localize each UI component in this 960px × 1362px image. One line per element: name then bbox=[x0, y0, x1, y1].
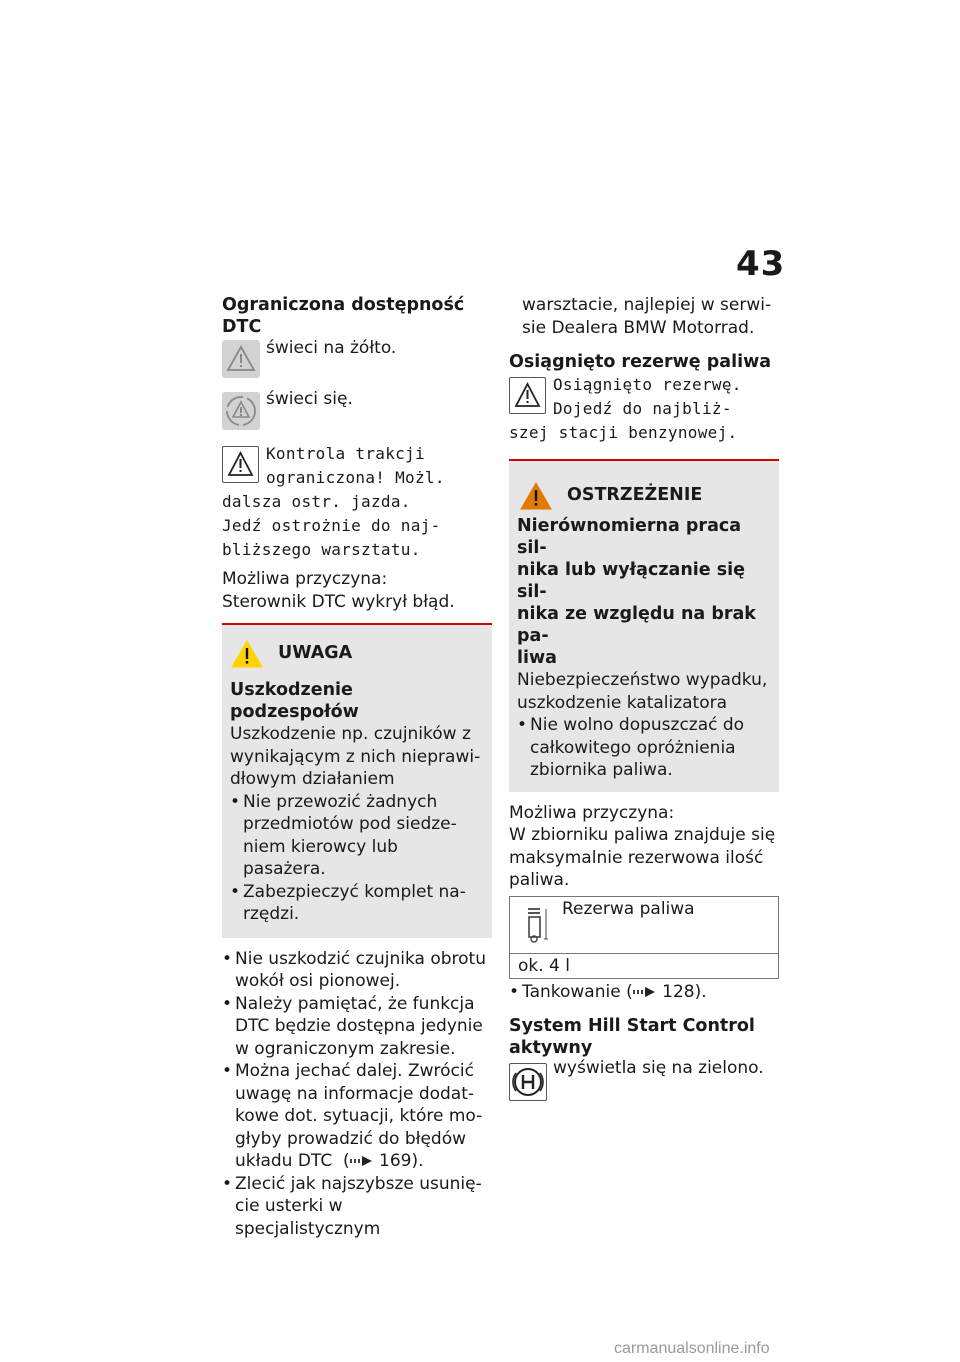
continued-l1: warsztacie, najlepiej w serwi- bbox=[522, 295, 772, 315]
bullet-continue-l3: kowe dot. sytuacji, które mo- bbox=[235, 1106, 483, 1126]
dtc-warning-icon bbox=[222, 392, 260, 430]
footer-watermark: carmanualsonline.info bbox=[614, 1340, 770, 1357]
notice-header bbox=[230, 639, 482, 673]
section-title-reserve: Osiągnięto rezerwę paliwa bbox=[509, 352, 772, 372]
bullet-continue-l1: • Można jechać dalej. Zwrócić bbox=[235, 1061, 474, 1081]
page-ref-arrow-icon bbox=[633, 987, 657, 997]
bullet-repair-l2: cie usterki w specjalistycznym bbox=[235, 1196, 381, 1239]
left-column bbox=[222, 294, 492, 1240]
dtc-msg-line2: ograniczona! Możl. bbox=[266, 468, 445, 487]
notice-text-l1: Uszkodzenie np. czujników z bbox=[230, 724, 471, 744]
dtc-yellow-text: świeci na żółto. bbox=[266, 338, 397, 358]
dtc-msg-line1: Kontrola trakcji bbox=[266, 444, 425, 463]
dtc-msg-line3: dalsza ostr. jazda. bbox=[222, 492, 411, 511]
fuel-reserve-value: ok. 4 l bbox=[510, 953, 779, 978]
reserve-cause-l3: paliwa. bbox=[509, 870, 570, 890]
bullet-continue-l5 bbox=[235, 1150, 492, 1173]
dtc-message-row bbox=[222, 442, 492, 562]
bullet-continue-l2: uwagę na informacje dodat- bbox=[235, 1083, 475, 1104]
bullet-dtc-l2: DTC będzie dostępna jedynie bbox=[235, 1016, 483, 1036]
reserve-msg-l2: Dojedź do najbliż- bbox=[553, 399, 732, 418]
warning-text-l2: uszkodzenie katalizatora bbox=[517, 692, 728, 713]
page-number: 43 bbox=[736, 244, 786, 284]
notice-text-l3: dłowym działaniem bbox=[230, 769, 395, 789]
page-ref-128[interactable]: 128). bbox=[656, 981, 707, 1002]
bullet-dtc-l1: • Należy pamiętać, że funkcja bbox=[235, 993, 475, 1014]
bullet-dtc-limited bbox=[222, 993, 492, 1061]
warning-text-l1: Niebezpieczeństwo wypadku, bbox=[517, 670, 768, 690]
notice-heading: Uszkodzenie podzespołów bbox=[230, 680, 359, 722]
notice-b2-l1: • Zabezpieczyć komplet na- bbox=[243, 881, 466, 902]
cause-text: Sterownik DTC wykrył błąd. bbox=[222, 591, 455, 612]
refuel-text: Tankowanie ( bbox=[522, 981, 633, 1002]
section-title-hill-l2: aktywny bbox=[509, 1038, 593, 1058]
reserve-cause-label: Możliwa przyczyna: bbox=[509, 802, 675, 823]
warning-b1-l1: • Nie wolno dopuszczać do bbox=[530, 715, 745, 735]
bullet-continue bbox=[222, 1060, 492, 1173]
dtc-msg-line5: bliższego warsztatu. bbox=[222, 540, 421, 559]
warning-b1-l2: całkowitego opróżnienia bbox=[530, 737, 736, 758]
warning-bullet-1 bbox=[517, 714, 771, 782]
section-title-dtc: Ograniczona dostępność DTC bbox=[222, 295, 465, 337]
notice-box bbox=[222, 623, 492, 938]
warning-heading-l3: nika ze względu na brak pa- bbox=[517, 604, 756, 646]
right-column bbox=[509, 294, 779, 1109]
notice-text-l2: wynikającym z nich nieprawi- bbox=[230, 746, 481, 767]
notice-b1-l1: • Nie przewozić żadnych bbox=[243, 791, 438, 812]
notice-b2-l2: rzędzi. bbox=[243, 904, 300, 924]
bullet-refuel bbox=[509, 981, 779, 1004]
dtc-msg-line4: Jedź ostrożnie do naj- bbox=[222, 516, 441, 535]
warning-title: OSTRZEŻENIE bbox=[567, 485, 703, 505]
hill-start-row bbox=[509, 1059, 779, 1109]
reserve-cause-l1: W zbiorniku paliwa znajduje się bbox=[509, 825, 776, 845]
section-title-hill-l1: System Hill Start Control bbox=[509, 1016, 755, 1036]
notice-b1-l2: przedmiotów pod siedze- bbox=[243, 814, 457, 834]
notice-bullet-2 bbox=[230, 881, 482, 926]
continued-l2: sie Dealera BMW Motorrad. bbox=[522, 317, 755, 338]
bullet-sensor-l2: wokół osi pionowej. bbox=[235, 971, 401, 991]
fuel-reserve-icon bbox=[524, 905, 552, 945]
fuel-reserve-label-cell bbox=[510, 896, 779, 953]
dtc-on-row bbox=[222, 388, 492, 440]
warning-header bbox=[517, 481, 771, 513]
bullet-repair-l1: • Zlecić jak najszybsze usunię- bbox=[235, 1173, 482, 1194]
reserve-msg-l3: szej stacji benzynowej. bbox=[509, 423, 738, 442]
page-ref-169[interactable]: 169). bbox=[373, 1151, 424, 1171]
fuel-reserve-table bbox=[509, 896, 779, 979]
bullet-sensor bbox=[222, 948, 492, 993]
notice-bullet-1 bbox=[230, 791, 482, 881]
bullet-continue-l5a: układu DTC ( bbox=[235, 1151, 350, 1171]
reserve-cause-l2: maksymalnie rezerwowa ilość bbox=[509, 847, 764, 868]
bullet-continue-l4: głyby prowadzić do błędów bbox=[235, 1128, 467, 1149]
hill-start-icon bbox=[509, 1063, 547, 1101]
fuel-reserve-label: Rezerwa paliwa bbox=[562, 898, 695, 919]
dtc-yellow-row bbox=[222, 338, 492, 388]
warning-b1-l3: zbiornika paliwa. bbox=[530, 760, 673, 780]
warning-display-icon-reserve bbox=[509, 377, 546, 414]
notice-b1-l3: niem kierowcy lub pasażera. bbox=[243, 836, 398, 879]
bullet-sensor-l1: • Nie uszkodzić czujnika obrotu bbox=[235, 948, 486, 969]
warning-heading-l2: nika lub wyłączanie się sil- bbox=[517, 560, 746, 602]
page-ref-arrow-icon bbox=[350, 1156, 374, 1166]
warning-box bbox=[509, 459, 779, 792]
dtc-on-text: świeci się. bbox=[266, 389, 353, 409]
bullet-dtc-l3: w ograniczonym zakresie. bbox=[235, 1038, 456, 1059]
cause-label: Możliwa przyczyna: bbox=[222, 569, 388, 589]
reserve-message-row bbox=[509, 373, 779, 445]
reserve-msg-l1: Osiągnięto rezerwę. bbox=[553, 375, 742, 394]
notice-title: UWAGA bbox=[278, 643, 353, 663]
danger-triangle-icon bbox=[519, 481, 553, 511]
hill-start-text: wyświetla się na zielono. bbox=[553, 1058, 764, 1078]
warning-heading-l4: liwa bbox=[517, 648, 557, 668]
warning-heading-l1: Nierównomierna praca sil- bbox=[517, 516, 742, 558]
bullet-repair bbox=[222, 1173, 492, 1241]
warning-display-icon bbox=[222, 446, 259, 483]
caution-triangle-icon bbox=[230, 639, 264, 669]
warning-triangle-icon bbox=[222, 340, 260, 378]
